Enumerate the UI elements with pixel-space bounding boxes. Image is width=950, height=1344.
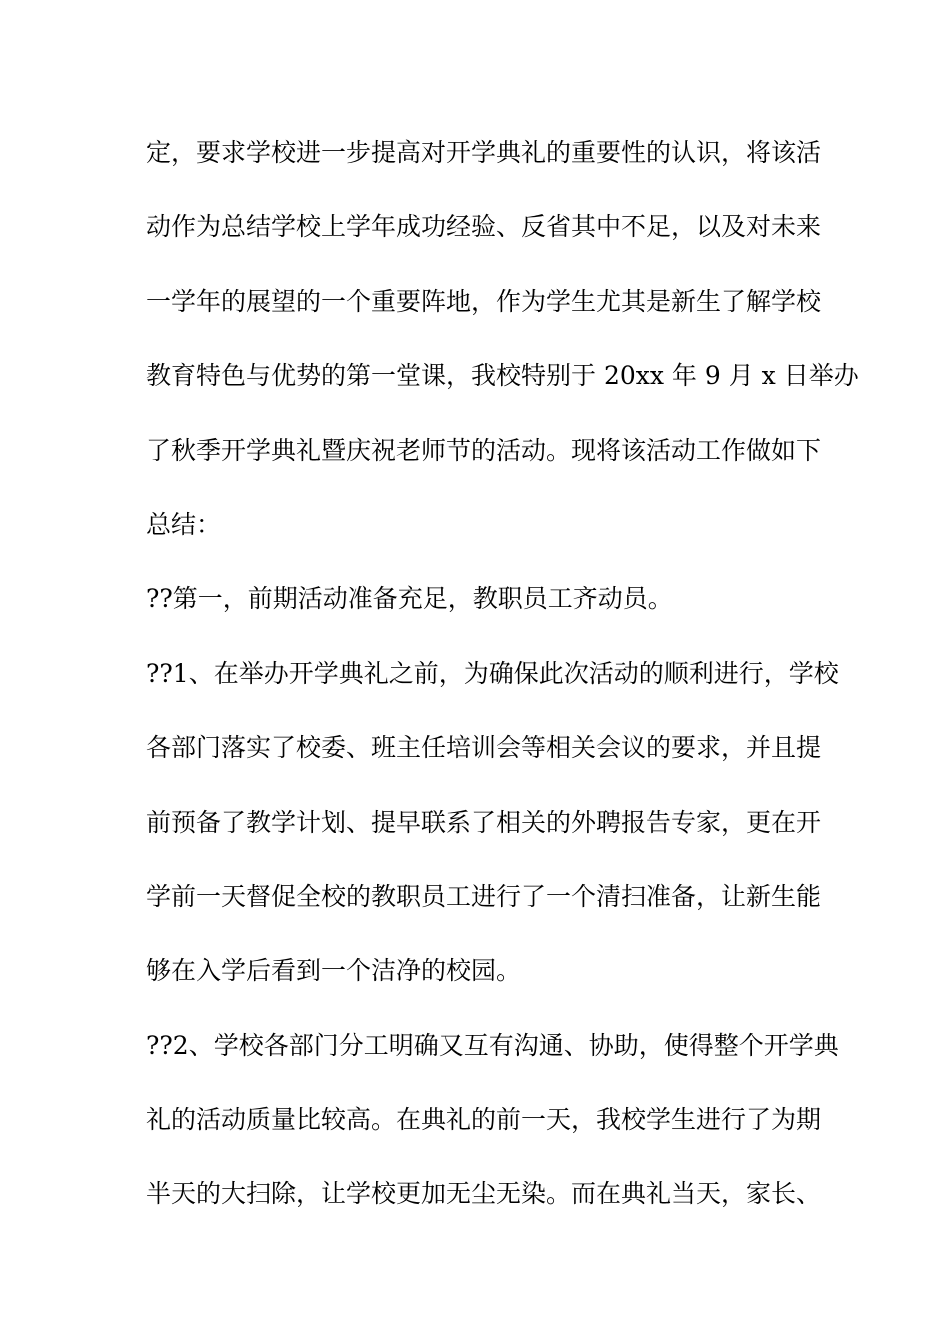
section-heading: ??第一，前期活动准备充足，教职员工齐动员。 [146,584,673,614]
text-line: 定，要求学校进一步提高对开学典礼的重要性的认识，将该活 [146,138,822,167]
text-line: 了秋季开学典礼暨庆祝老师节的活动。现将该活动工作做如下 [146,435,822,465]
text-line: 够在入学后看到一个洁净的校园。 [146,956,522,986]
text-line: 各部门落实了校委、班主任培训会等相关会议的要求，并且提 [146,733,822,763]
text-line: 礼的活动质量比较高。在典礼的前一天，我校学生进行了为期 [146,1105,822,1135]
text-line: 前预备了教学计划、提早联系了相关的外聘报告专家，更在开 [146,807,822,837]
text-line: ??1、在举办开学典礼之前，为确保此次活动的顺利进行，学校 [146,658,839,688]
text-line: 总结： [146,509,222,539]
text-line: ??2、学校各部门分工明确又互有沟通、协助，使得整个开学典 [146,1030,839,1060]
body-text [146,126,859,1242]
text-line: 学前一天督促全校的教职员工进行了一个清扫准备，让新生能 [146,881,822,911]
text-line: 一学年的展望的一个重要阵地，作为学生尤其是新生了解学校 [146,286,822,316]
text-line: 动作为总结学校上学年成功经验、反省其中不足，以及对未来 [146,212,822,242]
text-line: 教育特色与优势的第一堂课，我校特别于 20xx 年 9 月 x 日举办 [146,361,859,391]
text-line: 半天的大扫除，让学校更加无尘无染。而在典礼当天，家长、 [146,1179,822,1209]
